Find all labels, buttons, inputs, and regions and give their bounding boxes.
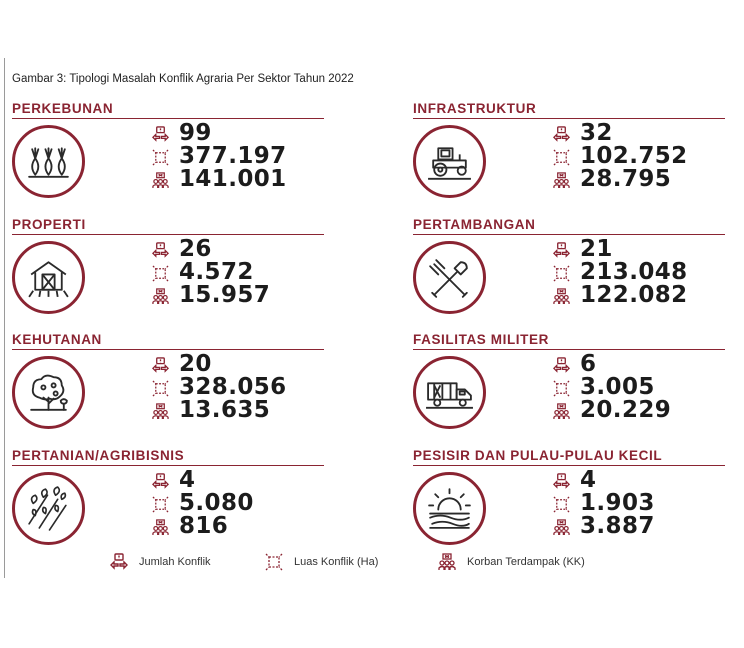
luas-konflik-value: 5.080 [179, 490, 254, 516]
korban-value: 28.795 [580, 166, 672, 192]
military-truck-icon [424, 367, 475, 418]
affected-families-icon [438, 553, 456, 571]
area-icon [152, 149, 169, 166]
sector-divider [12, 349, 324, 350]
sector-pesisir [413, 448, 725, 548]
conflict-count-icon [152, 242, 169, 259]
figure-title: Gambar 3: Tipologi Masalah Konflik Agraria Per Sektor Tahun 2022 [12, 73, 354, 85]
sector-divider [413, 349, 725, 350]
luas-konflik-value: 1.903 [580, 490, 655, 516]
luas-konflik-value: 102.752 [580, 143, 688, 169]
conflict-count-icon [553, 473, 570, 490]
korban-value: 15.957 [179, 282, 271, 308]
korban-value: 20.229 [580, 397, 672, 423]
conflict-count-icon [553, 126, 570, 143]
legend-label: Luas Konflik (Ha) [294, 556, 379, 568]
sector-infrastruktur [413, 101, 725, 201]
affected-families-icon [152, 403, 169, 420]
jumlah-konflik-value: 4 [580, 467, 597, 493]
sector-pertanian-agribisnis [12, 448, 324, 548]
conflict-count-icon [553, 357, 570, 374]
sector-icon-circle [413, 125, 486, 198]
affected-families-icon [152, 172, 169, 189]
conflict-count-icon [553, 242, 570, 259]
sector-icon-circle [12, 356, 85, 429]
luas-konflik-value: 3.005 [580, 374, 655, 400]
conflict-count-icon [152, 357, 169, 374]
sector-divider [413, 465, 725, 466]
korban-value: 816 [179, 513, 229, 539]
sector-title: FASILITAS MILITER [413, 332, 549, 347]
area-icon [553, 265, 570, 282]
jumlah-konflik-value: 26 [179, 236, 212, 262]
sector-icon-circle [12, 241, 85, 314]
korban-value: 3.887 [580, 513, 655, 539]
jumlah-konflik-value: 32 [580, 120, 613, 146]
farm-field-icon [23, 483, 74, 534]
sector-divider [12, 234, 324, 235]
area-icon [152, 265, 169, 282]
sector-properti [12, 217, 324, 317]
luas-konflik-value: 377.197 [179, 143, 287, 169]
area-icon [152, 496, 169, 513]
luas-konflik-value: 213.048 [580, 259, 688, 285]
korban-value: 141.001 [179, 166, 287, 192]
sector-icon-circle [413, 472, 486, 545]
area-icon [553, 380, 570, 397]
affected-families-icon [553, 288, 570, 305]
conflict-count-icon [152, 126, 169, 143]
conflict-count-icon [110, 553, 128, 571]
area-icon [152, 380, 169, 397]
sector-title: KEHUTANAN [12, 332, 102, 347]
legend-label: Jumlah Konflik [139, 556, 211, 568]
affected-families-icon [553, 519, 570, 536]
area-icon [553, 496, 570, 513]
jumlah-konflik-value: 99 [179, 120, 212, 146]
tractor-icon [424, 136, 475, 187]
luas-konflik-value: 4.572 [179, 259, 254, 285]
sector-title: PERKEBUNAN [12, 101, 114, 116]
area-icon [553, 149, 570, 166]
sector-icon-circle [12, 472, 85, 545]
korban-value: 122.082 [580, 282, 688, 308]
affected-families-icon [152, 288, 169, 305]
sector-title: INFRASTRUKTUR [413, 101, 537, 116]
sector-fasilitas-militer [413, 332, 725, 432]
sector-divider [413, 234, 725, 235]
jumlah-konflik-value: 21 [580, 236, 613, 262]
sector-divider [12, 465, 324, 466]
sector-icon-circle [413, 241, 486, 314]
sunrise-coast-icon [424, 483, 475, 534]
korban-value: 13.635 [179, 397, 271, 423]
sector-divider [413, 118, 725, 119]
affected-families-icon [152, 519, 169, 536]
jumlah-konflik-value: 6 [580, 351, 597, 377]
sector-title: PERTAMBANGAN [413, 217, 536, 232]
area-icon [265, 553, 283, 571]
sector-icon-circle [413, 356, 486, 429]
legend-label: Korban Terdampak (KK) [467, 556, 585, 568]
tree-icon [23, 367, 74, 418]
sector-title: PERTANIAN/AGRIBISNIS [12, 448, 185, 463]
sector-pertambangan [413, 217, 725, 317]
jumlah-konflik-value: 20 [179, 351, 212, 377]
luas-konflik-value: 328.056 [179, 374, 287, 400]
left-border-line [4, 58, 5, 578]
sector-perkebunan [12, 101, 324, 201]
sector-icon-circle [12, 125, 85, 198]
sector-title: PROPERTI [12, 217, 86, 232]
sector-divider [12, 118, 324, 119]
shovel-fork-icon [424, 252, 475, 303]
crop-icon [23, 136, 74, 187]
jumlah-konflik-value: 4 [179, 467, 196, 493]
barn-icon [23, 252, 74, 303]
sector-kehutanan [12, 332, 324, 432]
sector-title: PESISIR DAN PULAU-PULAU KECIL [413, 448, 663, 463]
affected-families-icon [553, 172, 570, 189]
affected-families-icon [553, 403, 570, 420]
conflict-count-icon [152, 473, 169, 490]
